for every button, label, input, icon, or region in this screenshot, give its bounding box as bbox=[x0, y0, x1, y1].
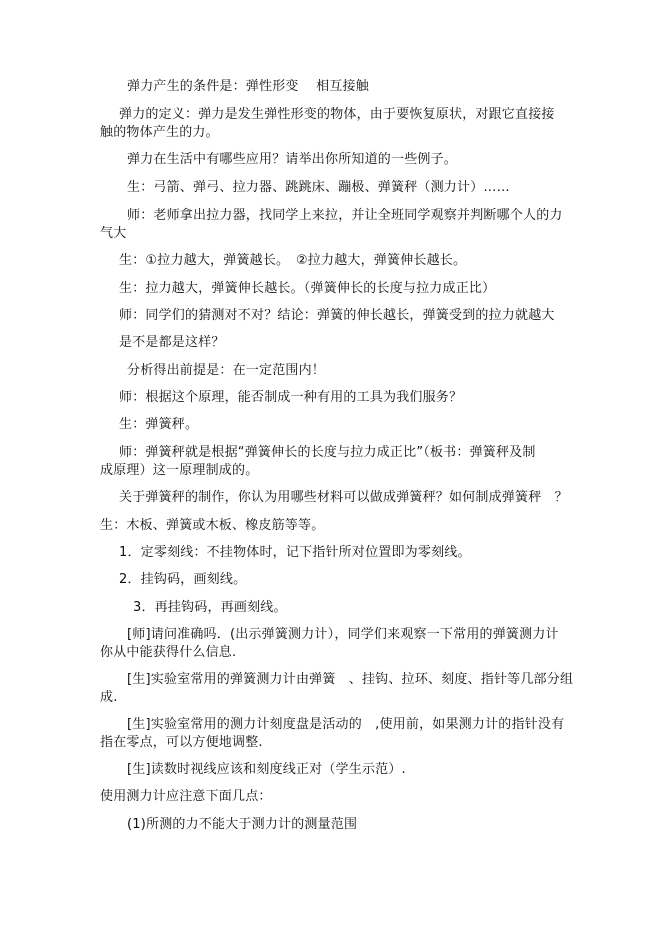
text-line: 生：弹簧秤。 bbox=[119, 417, 199, 432]
text-line: 生：木板、弹簧或木板、橡皮筋等等。 bbox=[100, 518, 325, 533]
text-line: [生]实验室常用的弹簧测力计由弹簧 、挂钩、拉环、刻度、指针等几部分组 bbox=[127, 672, 574, 687]
text-line: 生：①拉力越大，弹簧越长。 ②拉力越大，弹簧伸长越长。 bbox=[119, 253, 467, 268]
text-line: 成原理）这一原理制成的。 bbox=[100, 463, 259, 478]
text-line: [生]读数时视线应该和刻度线正对（学生示范）. bbox=[127, 762, 406, 777]
text-line: 师：弹簧秤就是根据“弹簧伸长的长度与拉力成正比”（板书：弹簧秤及制 bbox=[119, 445, 536, 460]
text-line: 使用测力计应注意下面几点： bbox=[100, 789, 272, 804]
text-line: 师：老师拿出拉力器，找同学上来拉，并让全班同学观察并判断哪个人的力 bbox=[127, 208, 563, 223]
text-line: 指在零点，可以方便地调整. bbox=[100, 735, 263, 750]
text-line: 1．定零刻线：不挂物体时，记下指针所对位置即为零刻线。 bbox=[119, 545, 471, 560]
text-line: 弹力的定义：弹力是发生弹性形变的物体，由于要恢复原状，对跟它直接接 bbox=[119, 107, 555, 122]
text-line: 弹力在生活中有哪些应用？请举出你所知道的一些例子。 bbox=[127, 152, 458, 167]
text-line: 是不是都是这样？ bbox=[119, 335, 225, 350]
text-line: 2．挂钩码，画刻线。 bbox=[119, 572, 247, 587]
text-line: 弹力产生的条件是：弹性形变 相互接触 bbox=[127, 79, 369, 94]
text-line: 关于弹簧秤的制作，你认为用哪些材料可以做成弹簧秤？如何制成弹簧秤 ？ bbox=[119, 490, 568, 505]
text-line: [生]实验室常用的测力计刻度盘是活动的 ,使用前，如果测力计的指针没有 bbox=[127, 717, 565, 732]
text-line: 分析得出前提是：在一定范围内！ bbox=[127, 363, 326, 378]
text-line: 成. bbox=[100, 690, 118, 705]
text-line: 师：根据这个原理，能否制成一种有用的工具为我们服务？ bbox=[119, 390, 463, 405]
text-line: 生：弓箭、弹弓、拉力器、跳跳床、蹦极、弹簧秤（测力计）…… bbox=[127, 180, 510, 195]
text-line: 师：同学们的猜测对不对？结论：弹簧的伸长越长，弹簧受到的拉力就越大 bbox=[119, 308, 555, 323]
text-line: 3．再挂钩码，再画刻线。 bbox=[133, 600, 287, 615]
text-line: 触的物体产生的力。 bbox=[100, 125, 219, 140]
text-line: 气大 bbox=[100, 226, 127, 241]
text-line: (1)所测的力不能大于测力计的测量范围 bbox=[127, 817, 358, 832]
text-line: 你从中能获得什么信息. bbox=[100, 645, 237, 660]
text-line: 生：拉力越大，弹簧伸长越长。（弹簧伸长的长度与拉力成正比） bbox=[119, 281, 496, 296]
text-line: [师]请问准确吗．(出示弹簧测力计），同学们来观察一下常用的弹簧测力计 bbox=[127, 627, 559, 642]
